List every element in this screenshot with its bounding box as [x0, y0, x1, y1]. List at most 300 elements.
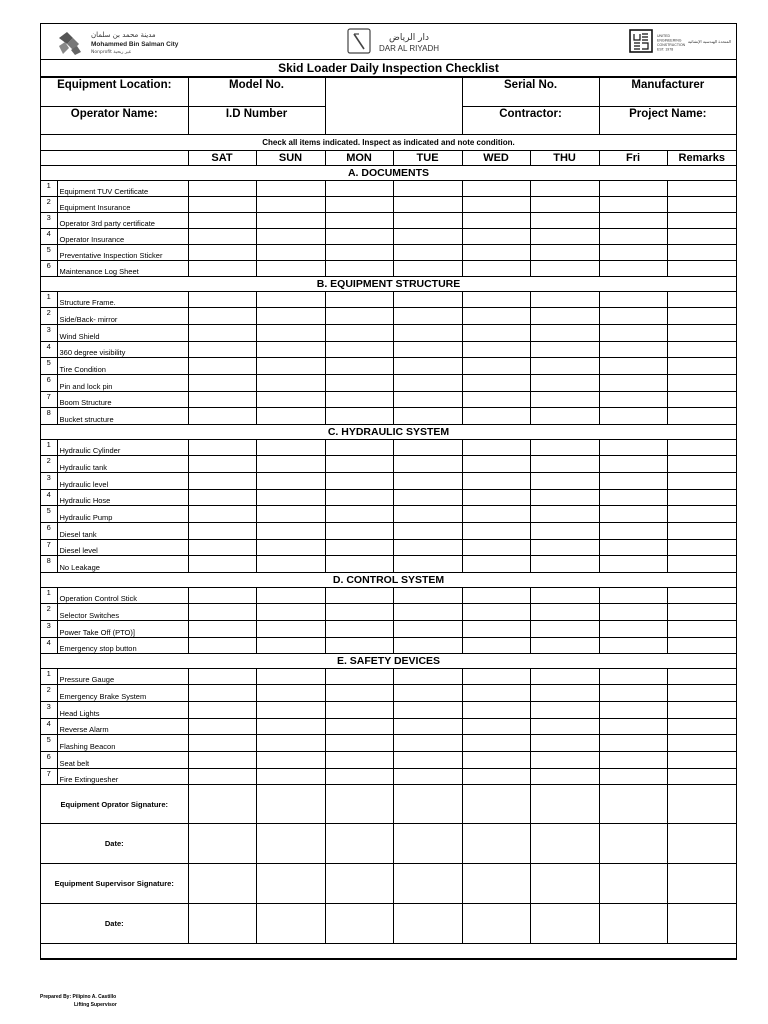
item-remarks-cell[interactable] — [667, 181, 736, 197]
item-sun-cell[interactable] — [256, 719, 325, 735]
item-thu-cell[interactable] — [530, 245, 599, 261]
signature-tue-cell[interactable] — [393, 785, 462, 824]
item-thu-cell[interactable] — [530, 408, 599, 425]
item-remarks-cell[interactable] — [667, 292, 736, 308]
item-fri-cell[interactable] — [599, 735, 667, 752]
item-fri-cell[interactable] — [599, 685, 667, 702]
item-sun-cell[interactable] — [256, 506, 325, 523]
item-tue-cell[interactable] — [393, 325, 462, 342]
signature-mon-cell[interactable] — [325, 824, 393, 864]
equipment-location-label[interactable]: Equipment Location: — [41, 78, 188, 107]
signature-tue-cell[interactable] — [393, 864, 462, 904]
item-fri-cell[interactable] — [599, 719, 667, 735]
item-mon-cell[interactable] — [325, 292, 393, 308]
item-thu-cell[interactable] — [530, 719, 599, 735]
signature-thu-cell[interactable] — [530, 824, 599, 864]
item-mon-cell[interactable] — [325, 261, 393, 277]
item-sat-cell[interactable] — [188, 473, 256, 490]
signature-fri-cell[interactable] — [599, 785, 667, 824]
item-remarks-cell[interactable] — [667, 261, 736, 277]
signature-remarks-cell[interactable] — [667, 904, 736, 944]
signature-mon-cell[interactable] — [325, 785, 393, 824]
item-mon-cell[interactable] — [325, 604, 393, 621]
signature-remarks-cell[interactable] — [667, 824, 736, 864]
item-wed-cell[interactable] — [462, 702, 530, 719]
item-thu-cell[interactable] — [530, 523, 599, 540]
item-remarks-cell[interactable] — [667, 719, 736, 735]
item-thu-cell[interactable] — [530, 440, 599, 456]
item-sat-cell[interactable] — [188, 292, 256, 308]
item-thu-cell[interactable] — [530, 621, 599, 638]
item-mon-cell[interactable] — [325, 440, 393, 456]
item-tue-cell[interactable] — [393, 213, 462, 229]
item-fri-cell[interactable] — [599, 473, 667, 490]
item-thu-cell[interactable] — [530, 358, 599, 375]
signature-wed-cell[interactable] — [462, 785, 530, 824]
signature-fri-cell[interactable] — [599, 904, 667, 944]
item-sat-cell[interactable] — [188, 358, 256, 375]
item-sat-cell[interactable] — [188, 261, 256, 277]
item-thu-cell[interactable] — [530, 490, 599, 506]
item-fri-cell[interactable] — [599, 752, 667, 769]
item-thu-cell[interactable] — [530, 229, 599, 245]
item-sun-cell[interactable] — [256, 685, 325, 702]
item-sun-cell[interactable] — [256, 181, 325, 197]
item-fri-cell[interactable] — [599, 604, 667, 621]
item-thu-cell[interactable] — [530, 308, 599, 325]
item-thu-cell[interactable] — [530, 473, 599, 490]
item-wed-cell[interactable] — [462, 375, 530, 392]
item-tue-cell[interactable] — [393, 669, 462, 685]
item-sat-cell[interactable] — [188, 213, 256, 229]
item-tue-cell[interactable] — [393, 719, 462, 735]
signature-mon-cell[interactable] — [325, 904, 393, 944]
item-mon-cell[interactable] — [325, 523, 393, 540]
item-remarks-cell[interactable] — [667, 752, 736, 769]
item-sun-cell[interactable] — [256, 473, 325, 490]
item-sun-cell[interactable] — [256, 440, 325, 456]
item-sun-cell[interactable] — [256, 523, 325, 540]
item-sat-cell[interactable] — [188, 523, 256, 540]
item-wed-cell[interactable] — [462, 621, 530, 638]
item-fri-cell[interactable] — [599, 213, 667, 229]
signature-fri-cell[interactable] — [599, 864, 667, 904]
serial-no-label[interactable]: Serial No. — [462, 78, 599, 107]
item-thu-cell[interactable] — [530, 769, 599, 785]
item-remarks-cell[interactable] — [667, 669, 736, 685]
item-wed-cell[interactable] — [462, 669, 530, 685]
signature-thu-cell[interactable] — [530, 904, 599, 944]
item-sat-cell[interactable] — [188, 490, 256, 506]
item-sat-cell[interactable] — [188, 719, 256, 735]
item-fri-cell[interactable] — [599, 540, 667, 556]
item-wed-cell[interactable] — [462, 308, 530, 325]
item-wed-cell[interactable] — [462, 197, 530, 213]
item-fri-cell[interactable] — [599, 292, 667, 308]
item-fri-cell[interactable] — [599, 308, 667, 325]
item-wed-cell[interactable] — [462, 408, 530, 425]
item-mon-cell[interactable] — [325, 408, 393, 425]
item-sat-cell[interactable] — [188, 621, 256, 638]
item-thu-cell[interactable] — [530, 604, 599, 621]
item-mon-cell[interactable] — [325, 719, 393, 735]
item-fri-cell[interactable] — [599, 245, 667, 261]
model-no-label[interactable]: Model No. — [188, 78, 325, 107]
item-tue-cell[interactable] — [393, 261, 462, 277]
item-mon-cell[interactable] — [325, 556, 393, 573]
item-wed-cell[interactable] — [462, 523, 530, 540]
item-sat-cell[interactable] — [188, 685, 256, 702]
item-wed-cell[interactable] — [462, 735, 530, 752]
item-sat-cell[interactable] — [188, 506, 256, 523]
item-sun-cell[interactable] — [256, 702, 325, 719]
item-remarks-cell[interactable] — [667, 342, 736, 358]
item-thu-cell[interactable] — [530, 456, 599, 473]
item-sun-cell[interactable] — [256, 752, 325, 769]
item-fri-cell[interactable] — [599, 702, 667, 719]
item-sat-cell[interactable] — [188, 752, 256, 769]
item-remarks-cell[interactable] — [667, 375, 736, 392]
signature-thu-cell[interactable] — [530, 785, 599, 824]
item-tue-cell[interactable] — [393, 769, 462, 785]
item-mon-cell[interactable] — [325, 490, 393, 506]
item-thu-cell[interactable] — [530, 197, 599, 213]
signature-tue-cell[interactable] — [393, 904, 462, 944]
item-tue-cell[interactable] — [393, 342, 462, 358]
item-wed-cell[interactable] — [462, 540, 530, 556]
item-sun-cell[interactable] — [256, 638, 325, 654]
item-wed-cell[interactable] — [462, 588, 530, 604]
item-sun-cell[interactable] — [256, 456, 325, 473]
item-tue-cell[interactable] — [393, 490, 462, 506]
item-sun-cell[interactable] — [256, 308, 325, 325]
item-wed-cell[interactable] — [462, 181, 530, 197]
item-sun-cell[interactable] — [256, 604, 325, 621]
item-sat-cell[interactable] — [188, 769, 256, 785]
item-fri-cell[interactable] — [599, 523, 667, 540]
item-fri-cell[interactable] — [599, 588, 667, 604]
item-thu-cell[interactable] — [530, 588, 599, 604]
item-thu-cell[interactable] — [530, 261, 599, 277]
item-remarks-cell[interactable] — [667, 735, 736, 752]
item-remarks-cell[interactable] — [667, 245, 736, 261]
item-tue-cell[interactable] — [393, 523, 462, 540]
item-mon-cell[interactable] — [325, 540, 393, 556]
item-remarks-cell[interactable] — [667, 490, 736, 506]
item-wed-cell[interactable] — [462, 213, 530, 229]
item-tue-cell[interactable] — [393, 408, 462, 425]
item-fri-cell[interactable] — [599, 669, 667, 685]
item-thu-cell[interactable] — [530, 669, 599, 685]
item-sun-cell[interactable] — [256, 197, 325, 213]
signature-remarks-cell[interactable] — [667, 864, 736, 904]
item-sun-cell[interactable] — [256, 392, 325, 408]
item-wed-cell[interactable] — [462, 752, 530, 769]
item-tue-cell[interactable] — [393, 752, 462, 769]
item-sat-cell[interactable] — [188, 540, 256, 556]
item-wed-cell[interactable] — [462, 719, 530, 735]
item-remarks-cell[interactable] — [667, 308, 736, 325]
item-wed-cell[interactable] — [462, 229, 530, 245]
item-mon-cell[interactable] — [325, 456, 393, 473]
signature-sat-cell[interactable] — [188, 785, 256, 824]
signature-remarks-cell[interactable] — [667, 785, 736, 824]
item-tue-cell[interactable] — [393, 440, 462, 456]
item-mon-cell[interactable] — [325, 752, 393, 769]
item-sun-cell[interactable] — [256, 769, 325, 785]
signature-sat-cell[interactable] — [188, 904, 256, 944]
signature-sat-cell[interactable] — [188, 864, 256, 904]
item-sun-cell[interactable] — [256, 358, 325, 375]
signature-wed-cell[interactable] — [462, 904, 530, 944]
item-remarks-cell[interactable] — [667, 523, 736, 540]
item-sat-cell[interactable] — [188, 308, 256, 325]
item-tue-cell[interactable] — [393, 638, 462, 654]
item-sun-cell[interactable] — [256, 669, 325, 685]
item-mon-cell[interactable] — [325, 325, 393, 342]
item-wed-cell[interactable] — [462, 358, 530, 375]
item-sat-cell[interactable] — [188, 392, 256, 408]
item-fri-cell[interactable] — [599, 621, 667, 638]
item-tue-cell[interactable] — [393, 473, 462, 490]
item-remarks-cell[interactable] — [667, 638, 736, 654]
item-wed-cell[interactable] — [462, 245, 530, 261]
item-thu-cell[interactable] — [530, 325, 599, 342]
id-number-label[interactable]: I.D Number — [188, 107, 325, 135]
item-remarks-cell[interactable] — [667, 604, 736, 621]
signature-sun-cell[interactable] — [256, 824, 325, 864]
item-sun-cell[interactable] — [256, 735, 325, 752]
item-mon-cell[interactable] — [325, 375, 393, 392]
item-mon-cell[interactable] — [325, 473, 393, 490]
item-sun-cell[interactable] — [256, 556, 325, 573]
item-remarks-cell[interactable] — [667, 456, 736, 473]
item-mon-cell[interactable] — [325, 308, 393, 325]
item-thu-cell[interactable] — [530, 540, 599, 556]
item-tue-cell[interactable] — [393, 292, 462, 308]
item-remarks-cell[interactable] — [667, 325, 736, 342]
operator-name-label[interactable]: Operator Name: — [41, 107, 188, 135]
item-sat-cell[interactable] — [188, 456, 256, 473]
item-mon-cell[interactable] — [325, 669, 393, 685]
signature-tue-cell[interactable] — [393, 824, 462, 864]
item-remarks-cell[interactable] — [667, 229, 736, 245]
item-wed-cell[interactable] — [462, 685, 530, 702]
item-tue-cell[interactable] — [393, 181, 462, 197]
item-tue-cell[interactable] — [393, 245, 462, 261]
item-sun-cell[interactable] — [256, 621, 325, 638]
item-sat-cell[interactable] — [188, 325, 256, 342]
item-fri-cell[interactable] — [599, 408, 667, 425]
item-sat-cell[interactable] — [188, 669, 256, 685]
item-sat-cell[interactable] — [188, 556, 256, 573]
signature-wed-cell[interactable] — [462, 824, 530, 864]
item-mon-cell[interactable] — [325, 506, 393, 523]
item-thu-cell[interactable] — [530, 506, 599, 523]
item-thu-cell[interactable] — [530, 556, 599, 573]
item-tue-cell[interactable] — [393, 456, 462, 473]
item-wed-cell[interactable] — [462, 638, 530, 654]
item-remarks-cell[interactable] — [667, 621, 736, 638]
item-fri-cell[interactable] — [599, 440, 667, 456]
item-fri-cell[interactable] — [599, 490, 667, 506]
item-wed-cell[interactable] — [462, 769, 530, 785]
item-remarks-cell[interactable] — [667, 685, 736, 702]
item-fri-cell[interactable] — [599, 181, 667, 197]
item-mon-cell[interactable] — [325, 245, 393, 261]
item-fri-cell[interactable] — [599, 556, 667, 573]
contractor-label[interactable]: Contractor: — [462, 107, 599, 135]
item-sun-cell[interactable] — [256, 490, 325, 506]
item-wed-cell[interactable] — [462, 556, 530, 573]
item-thu-cell[interactable] — [530, 181, 599, 197]
item-sun-cell[interactable] — [256, 342, 325, 358]
item-sat-cell[interactable] — [188, 440, 256, 456]
item-fri-cell[interactable] — [599, 506, 667, 523]
item-remarks-cell[interactable] — [667, 769, 736, 785]
item-sat-cell[interactable] — [188, 197, 256, 213]
item-wed-cell[interactable] — [462, 261, 530, 277]
item-mon-cell[interactable] — [325, 638, 393, 654]
item-sat-cell[interactable] — [188, 588, 256, 604]
item-remarks-cell[interactable] — [667, 506, 736, 523]
item-sun-cell[interactable] — [256, 540, 325, 556]
item-tue-cell[interactable] — [393, 540, 462, 556]
item-fri-cell[interactable] — [599, 392, 667, 408]
item-sat-cell[interactable] — [188, 408, 256, 425]
item-sat-cell[interactable] — [188, 181, 256, 197]
item-wed-cell[interactable] — [462, 604, 530, 621]
item-tue-cell[interactable] — [393, 229, 462, 245]
item-sat-cell[interactable] — [188, 604, 256, 621]
item-fri-cell[interactable] — [599, 325, 667, 342]
item-mon-cell[interactable] — [325, 702, 393, 719]
item-mon-cell[interactable] — [325, 342, 393, 358]
item-thu-cell[interactable] — [530, 213, 599, 229]
item-remarks-cell[interactable] — [667, 440, 736, 456]
item-tue-cell[interactable] — [393, 358, 462, 375]
item-wed-cell[interactable] — [462, 490, 530, 506]
item-remarks-cell[interactable] — [667, 408, 736, 425]
item-sun-cell[interactable] — [256, 292, 325, 308]
item-wed-cell[interactable] — [462, 456, 530, 473]
item-mon-cell[interactable] — [325, 392, 393, 408]
item-mon-cell[interactable] — [325, 213, 393, 229]
item-remarks-cell[interactable] — [667, 556, 736, 573]
item-thu-cell[interactable] — [530, 392, 599, 408]
item-fri-cell[interactable] — [599, 229, 667, 245]
item-thu-cell[interactable] — [530, 685, 599, 702]
item-wed-cell[interactable] — [462, 440, 530, 456]
signature-sat-cell[interactable] — [188, 824, 256, 864]
item-fri-cell[interactable] — [599, 358, 667, 375]
item-fri-cell[interactable] — [599, 375, 667, 392]
project-name-label[interactable]: Project Name: — [599, 107, 736, 135]
item-remarks-cell[interactable] — [667, 213, 736, 229]
item-thu-cell[interactable] — [530, 638, 599, 654]
item-mon-cell[interactable] — [325, 197, 393, 213]
item-mon-cell[interactable] — [325, 588, 393, 604]
item-sun-cell[interactable] — [256, 229, 325, 245]
item-thu-cell[interactable] — [530, 735, 599, 752]
item-mon-cell[interactable] — [325, 229, 393, 245]
item-sat-cell[interactable] — [188, 245, 256, 261]
item-fri-cell[interactable] — [599, 197, 667, 213]
item-wed-cell[interactable] — [462, 342, 530, 358]
item-fri-cell[interactable] — [599, 456, 667, 473]
item-fri-cell[interactable] — [599, 769, 667, 785]
item-tue-cell[interactable] — [393, 735, 462, 752]
signature-mon-cell[interactable] — [325, 864, 393, 904]
item-sat-cell[interactable] — [188, 702, 256, 719]
item-tue-cell[interactable] — [393, 308, 462, 325]
item-mon-cell[interactable] — [325, 621, 393, 638]
signature-thu-cell[interactable] — [530, 864, 599, 904]
item-sat-cell[interactable] — [188, 229, 256, 245]
item-sun-cell[interactable] — [256, 261, 325, 277]
item-sun-cell[interactable] — [256, 408, 325, 425]
item-remarks-cell[interactable] — [667, 702, 736, 719]
item-sat-cell[interactable] — [188, 342, 256, 358]
item-remarks-cell[interactable] — [667, 358, 736, 375]
item-thu-cell[interactable] — [530, 752, 599, 769]
item-tue-cell[interactable] — [393, 685, 462, 702]
item-thu-cell[interactable] — [530, 292, 599, 308]
item-sun-cell[interactable] — [256, 375, 325, 392]
item-tue-cell[interactable] — [393, 197, 462, 213]
item-wed-cell[interactable] — [462, 292, 530, 308]
item-sat-cell[interactable] — [188, 735, 256, 752]
item-wed-cell[interactable] — [462, 325, 530, 342]
item-fri-cell[interactable] — [599, 638, 667, 654]
item-tue-cell[interactable] — [393, 702, 462, 719]
item-sun-cell[interactable] — [256, 588, 325, 604]
item-wed-cell[interactable] — [462, 506, 530, 523]
item-remarks-cell[interactable] — [667, 473, 736, 490]
item-remarks-cell[interactable] — [667, 197, 736, 213]
item-tue-cell[interactable] — [393, 392, 462, 408]
signature-sun-cell[interactable] — [256, 904, 325, 944]
item-mon-cell[interactable] — [325, 358, 393, 375]
item-thu-cell[interactable] — [530, 702, 599, 719]
item-sat-cell[interactable] — [188, 638, 256, 654]
item-mon-cell[interactable] — [325, 685, 393, 702]
item-thu-cell[interactable] — [530, 375, 599, 392]
item-tue-cell[interactable] — [393, 588, 462, 604]
signature-wed-cell[interactable] — [462, 864, 530, 904]
signature-fri-cell[interactable] — [599, 824, 667, 864]
signature-sun-cell[interactable] — [256, 864, 325, 904]
item-tue-cell[interactable] — [393, 604, 462, 621]
item-tue-cell[interactable] — [393, 621, 462, 638]
item-remarks-cell[interactable] — [667, 540, 736, 556]
item-sun-cell[interactable] — [256, 213, 325, 229]
item-remarks-cell[interactable] — [667, 392, 736, 408]
item-tue-cell[interactable] — [393, 506, 462, 523]
header-blank-cell[interactable] — [325, 78, 462, 135]
item-thu-cell[interactable] — [530, 342, 599, 358]
item-fri-cell[interactable] — [599, 342, 667, 358]
item-tue-cell[interactable] — [393, 375, 462, 392]
item-fri-cell[interactable] — [599, 261, 667, 277]
item-sun-cell[interactable] — [256, 245, 325, 261]
item-tue-cell[interactable] — [393, 556, 462, 573]
item-sun-cell[interactable] — [256, 325, 325, 342]
manufacturer-label[interactable]: Manufacturer — [599, 78, 736, 107]
item-mon-cell[interactable] — [325, 181, 393, 197]
item-sat-cell[interactable] — [188, 375, 256, 392]
item-remarks-cell[interactable] — [667, 588, 736, 604]
